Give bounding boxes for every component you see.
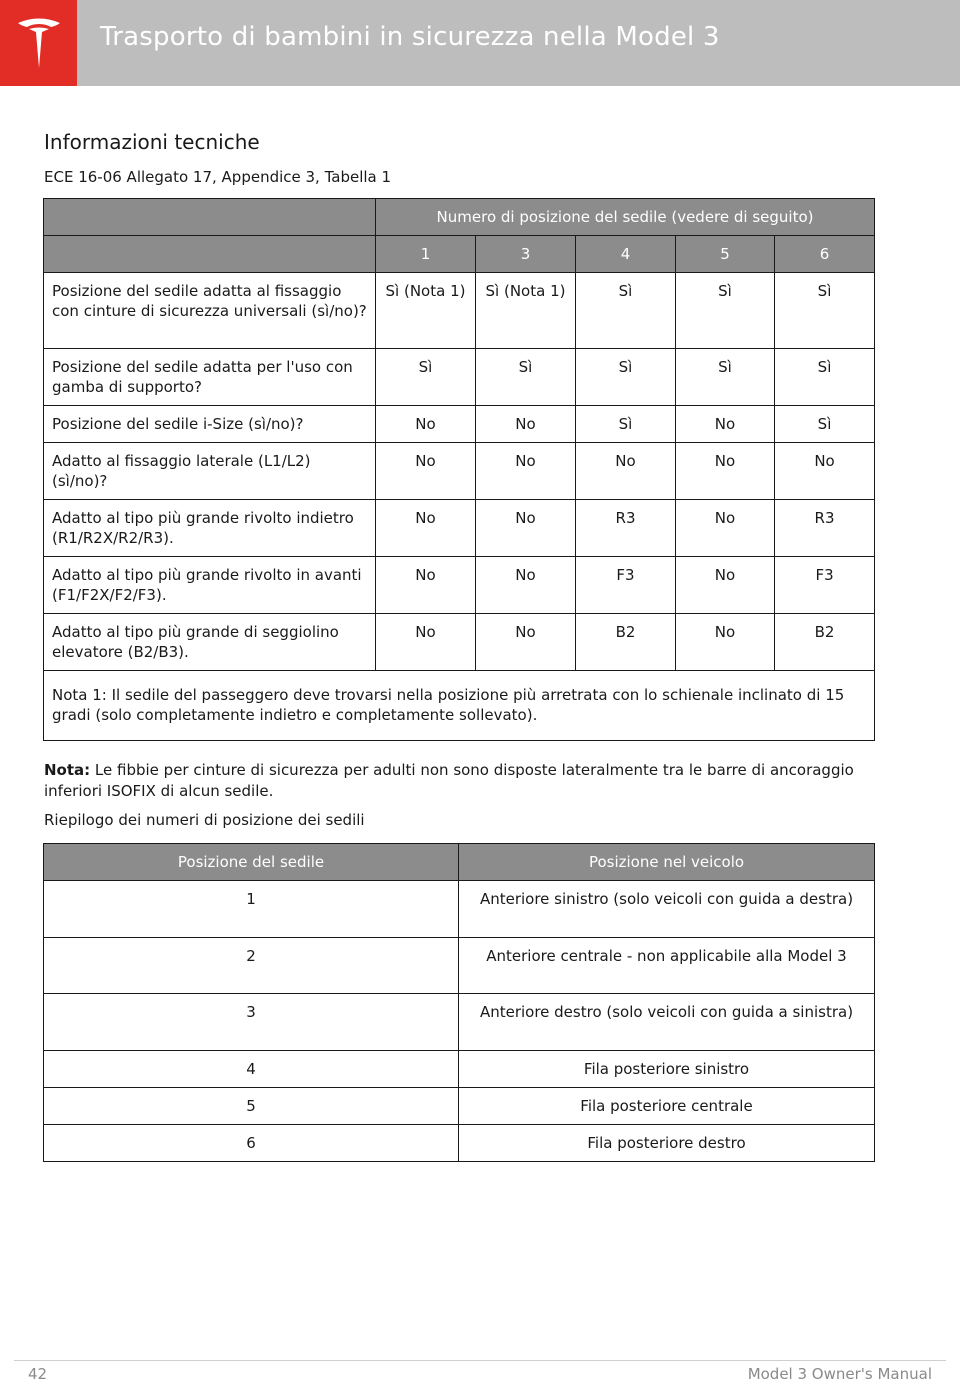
table-cell: No bbox=[775, 443, 875, 500]
vehicle-position-cell: Anteriore centrale - non applicabile alla Model 3 bbox=[459, 938, 875, 994]
table-row bbox=[44, 1088, 875, 1125]
table-cell: No bbox=[576, 443, 676, 500]
table-cell: No bbox=[676, 500, 775, 557]
table-cell: B2 bbox=[775, 614, 875, 671]
table-cell: Sì bbox=[775, 349, 875, 406]
column-header: 5 bbox=[676, 236, 775, 273]
note-text: Le fibbie per cinture di sicurezza per adulti non sono disposte lateralmente tra le barre di ancoraggio inferiori ISOFIX di alcun sedile. bbox=[44, 761, 854, 800]
page-header bbox=[0, 0, 960, 86]
table-cell: No bbox=[376, 406, 476, 443]
page-title: Trasporto di bambini in sicurezza nella Model 3 bbox=[100, 22, 720, 52]
vehicle-position-cell: Fila posteriore centrale bbox=[459, 1088, 875, 1125]
column-header: 4 bbox=[576, 236, 676, 273]
table-cell: F3 bbox=[576, 557, 676, 614]
seat-number-cell: 2 bbox=[44, 938, 459, 994]
footer-divider bbox=[14, 1360, 946, 1361]
vehicle-position-cell: Fila posteriore destro bbox=[459, 1125, 875, 1162]
tesla-logo-icon bbox=[16, 15, 62, 71]
table-cell: Sì (Nota 1) bbox=[476, 273, 576, 349]
table-cell: No bbox=[376, 614, 476, 671]
section-title: Informazioni tecniche bbox=[44, 130, 260, 154]
row-label: Adatto al tipo più grande di seggiolino elevatore (B2/B3). bbox=[44, 614, 376, 671]
header-empty-cell bbox=[44, 199, 376, 236]
seat-position-table bbox=[43, 843, 875, 1162]
table-row bbox=[44, 1051, 875, 1088]
note-label: Nota: bbox=[44, 761, 91, 779]
table-row bbox=[44, 994, 875, 1051]
technical-info-table bbox=[43, 198, 875, 741]
table-cell: No bbox=[476, 406, 576, 443]
group-header: Numero di posizione del sedile (vedere di seguito) bbox=[376, 199, 875, 236]
table-cell: No bbox=[676, 557, 775, 614]
table-cell: B2 bbox=[576, 614, 676, 671]
table-cell: No bbox=[476, 557, 576, 614]
row-label: Adatto al fissaggio laterale (L1/L2) (sì/no)? bbox=[44, 443, 376, 500]
row-label: Adatto al tipo più grande rivolto indietro (R1/R2X/R2/R3). bbox=[44, 500, 376, 557]
table-row bbox=[44, 1125, 875, 1162]
table-cell: No bbox=[376, 557, 476, 614]
table-row bbox=[44, 500, 875, 557]
logo-box bbox=[0, 0, 77, 86]
table-cell: Sì bbox=[576, 273, 676, 349]
table-cell: No bbox=[376, 500, 476, 557]
vehicle-position-cell: Anteriore destro (solo veicoli con guida a sinistra) bbox=[459, 994, 875, 1051]
note-paragraph bbox=[44, 760, 874, 802]
table-row bbox=[44, 938, 875, 994]
seat-number-cell: 5 bbox=[44, 1088, 459, 1125]
table-cell: F3 bbox=[775, 557, 875, 614]
table-cell: Sì bbox=[775, 406, 875, 443]
table-cell: R3 bbox=[576, 500, 676, 557]
seat-number-cell: 3 bbox=[44, 994, 459, 1051]
column-header: 6 bbox=[775, 236, 875, 273]
column-header: 3 bbox=[476, 236, 576, 273]
section-subtitle: ECE 16-06 Allegato 17, Appendice 3, Tabella 1 bbox=[44, 168, 392, 186]
seat-number-cell: 6 bbox=[44, 1125, 459, 1162]
table-header-row bbox=[44, 199, 875, 236]
page-number: 42 bbox=[28, 1365, 48, 1383]
table-header-row bbox=[44, 236, 875, 273]
summary-label: Riepilogo dei numeri di posizione dei sedili bbox=[44, 811, 365, 829]
table-cell: Sì bbox=[476, 349, 576, 406]
table-row bbox=[44, 273, 875, 349]
table-row bbox=[44, 349, 875, 406]
table-cell: Sì bbox=[576, 406, 676, 443]
table-cell: R3 bbox=[775, 500, 875, 557]
seat-number-cell: 1 bbox=[44, 881, 459, 938]
table-cell: No bbox=[476, 443, 576, 500]
table-cell: Sì bbox=[376, 349, 476, 406]
table-row bbox=[44, 443, 875, 500]
table-cell: Sì bbox=[676, 349, 775, 406]
table-footnote-row bbox=[44, 671, 875, 741]
seat-number-cell: 4 bbox=[44, 1051, 459, 1088]
table-cell: Sì bbox=[775, 273, 875, 349]
table-row bbox=[44, 881, 875, 938]
table-cell: No bbox=[476, 614, 576, 671]
table-row bbox=[44, 614, 875, 671]
table-cell: No bbox=[676, 443, 775, 500]
table-cell: No bbox=[376, 443, 476, 500]
row-label: Posizione del sedile adatta al fissaggio con cinture di sicurezza universali (sì/no)? bbox=[44, 273, 376, 349]
header-empty-cell bbox=[44, 236, 376, 273]
table-row bbox=[44, 406, 875, 443]
table-footnote: Nota 1: Il sedile del passeggero deve trovarsi nella posizione più arretrata con lo schienale inclinato di 15 gradi (solo completamente indietro e completamente sollevato). bbox=[44, 671, 875, 741]
column-header: Posizione del sedile bbox=[44, 844, 459, 881]
table-row bbox=[44, 557, 875, 614]
row-label: Adatto al tipo più grande rivolto in avanti (F1/F2X/F2/F3). bbox=[44, 557, 376, 614]
table-cell: No bbox=[676, 614, 775, 671]
vehicle-position-cell: Fila posteriore sinistro bbox=[459, 1051, 875, 1088]
table-cell: Sì bbox=[676, 273, 775, 349]
table-cell: No bbox=[476, 500, 576, 557]
table-cell: No bbox=[676, 406, 775, 443]
column-header: 1 bbox=[376, 236, 476, 273]
row-label: Posizione del sedile i-Size (sì/no)? bbox=[44, 406, 376, 443]
vehicle-position-cell: Anteriore sinistro (solo veicoli con guida a destra) bbox=[459, 881, 875, 938]
row-label: Posizione del sedile adatta per l'uso con gamba di supporto? bbox=[44, 349, 376, 406]
column-header: Posizione nel veicolo bbox=[459, 844, 875, 881]
table-cell: Sì bbox=[576, 349, 676, 406]
table-header-row bbox=[44, 844, 875, 881]
manual-name: Model 3 Owner's Manual bbox=[747, 1365, 932, 1383]
table-cell: Sì (Nota 1) bbox=[376, 273, 476, 349]
